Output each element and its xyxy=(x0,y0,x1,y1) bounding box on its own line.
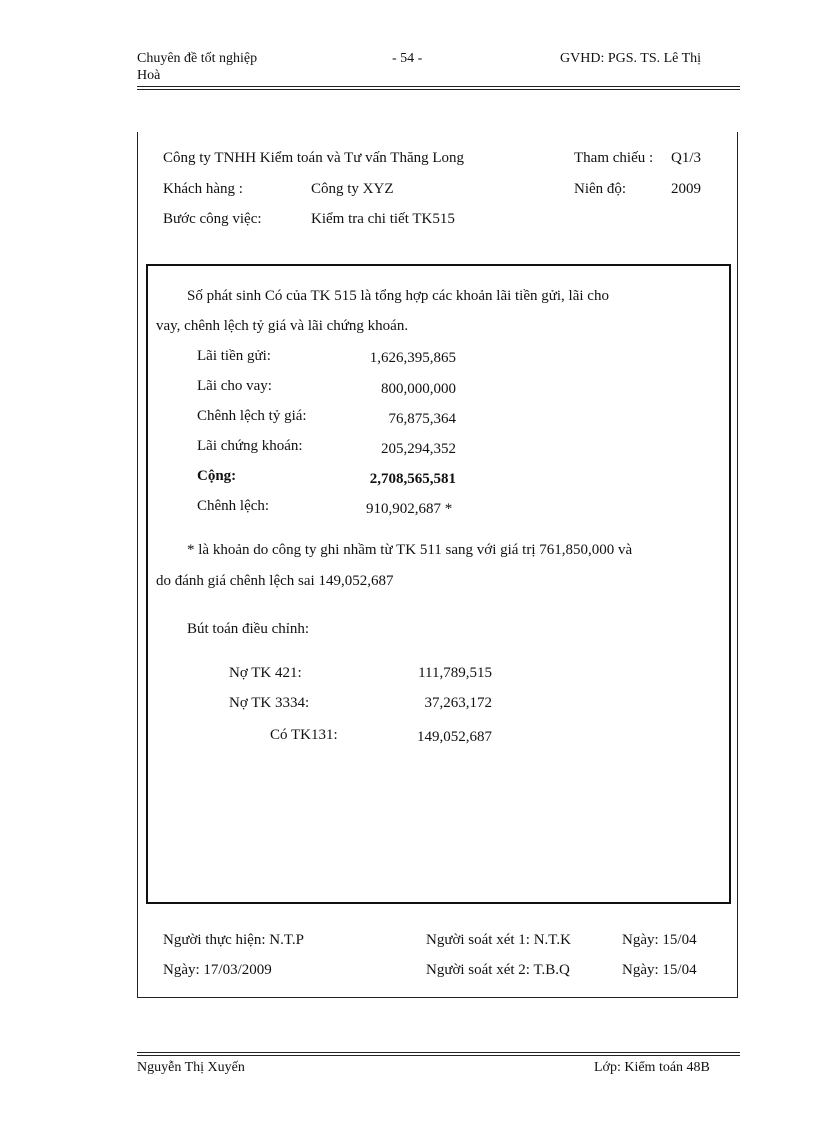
reviewer-1: Người soát xét 1: N.T.K xyxy=(426,932,571,948)
total-value: 2,708,565,581 xyxy=(369,471,456,487)
header-left: Chuyên đề tốt nghiệp xyxy=(137,51,258,66)
header-rule-2 xyxy=(137,89,740,90)
footer-rule-2 xyxy=(137,1055,740,1056)
header-right: GVHD: PGS. TS. Lê Thị xyxy=(560,51,702,66)
company-name: Công ty TNHH Kiểm toán và Tư vấn Thăng Long xyxy=(163,150,465,166)
item-label: Chênh lệch tỷ giá: xyxy=(197,408,307,424)
step-label: Bước công việc: xyxy=(163,211,262,227)
page-number: - 54 - xyxy=(392,51,423,66)
frame-right xyxy=(737,132,738,998)
frame-bottom xyxy=(137,997,737,998)
entry-label: Có TK131: xyxy=(270,727,338,743)
item-value: 800,000,000 xyxy=(381,381,456,397)
note-line-1: * là khoản do công ty ghi nhầm từ TK 511 sang với giá trị 761,850,000 và xyxy=(187,542,633,558)
footer-rule-1 xyxy=(137,1052,740,1053)
diff-value: 910,902,687 * xyxy=(366,501,453,517)
header-left-wrap: Hoà xyxy=(137,68,161,83)
item-value: 205,294,352 xyxy=(381,441,456,457)
period-label: Niên độ: xyxy=(574,181,627,197)
entry-value: 111,789,515 xyxy=(418,665,492,681)
item-label: Lãi chứng khoán: xyxy=(197,438,303,454)
entry-label: Nợ TK 3334: xyxy=(229,695,310,711)
adjust-title: Bút toán điều chỉnh: xyxy=(187,621,310,637)
footer-class: Lớp: Kiểm toán 48B xyxy=(594,1060,710,1075)
frame-left xyxy=(137,132,138,998)
item-label: Lãi cho vay: xyxy=(197,378,272,394)
entry-label: Nợ TK 421: xyxy=(229,665,302,681)
review-date-2: Ngày: 15/04 xyxy=(622,962,697,978)
step-value: Kiểm tra chi tiết TK515 xyxy=(311,211,455,227)
item-value: 1,626,395,865 xyxy=(369,350,456,366)
client-label: Khách hàng : xyxy=(163,181,243,197)
reference-label: Tham chiếu : xyxy=(574,150,654,166)
client-value: Công ty XYZ xyxy=(311,181,394,197)
footer-author: Nguyễn Thị Xuyến xyxy=(137,1060,245,1075)
item-label: Lãi tiền gửi: xyxy=(197,348,271,364)
header-rule-1 xyxy=(137,86,740,87)
reference-value: Q1/3 xyxy=(671,150,701,166)
diff-label: Chênh lệch: xyxy=(197,498,270,514)
note-line-2: do đánh giá chênh lệch sai 149,052,687 xyxy=(156,573,394,589)
entry-value: 149,052,687 xyxy=(417,729,492,745)
intro-line-1: Số phát sinh Có của TK 515 là tổng hợp các khoản lãi tiền gửi, lãi cho xyxy=(187,288,609,304)
intro-line-2: vay, chênh lệch tỷ giá và lãi chứng khoán. xyxy=(156,318,409,334)
total-label: Cộng: xyxy=(197,468,237,484)
entry-value: 37,263,172 xyxy=(424,695,492,711)
item-value: 76,875,364 xyxy=(388,411,456,427)
period-value: 2009 xyxy=(671,181,701,197)
reviewer-2: Người soát xét 2: T.B.Q xyxy=(426,962,570,978)
prepared-date: Ngày: 17/03/2009 xyxy=(163,962,272,978)
review-date-1: Ngày: 15/04 xyxy=(622,932,697,948)
preparer: Người thực hiện: N.T.P xyxy=(163,932,304,948)
